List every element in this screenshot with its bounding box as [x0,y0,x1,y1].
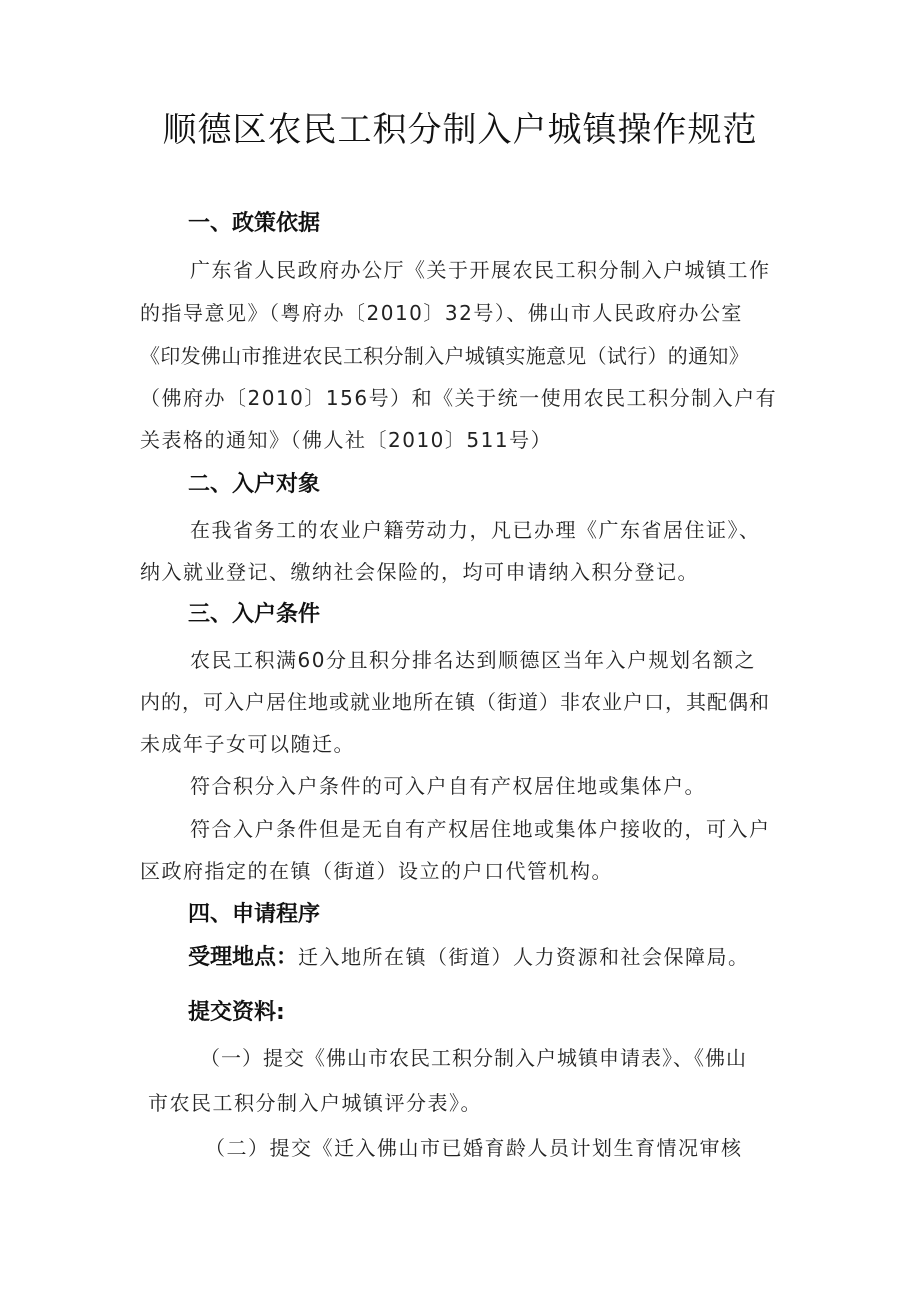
acceptance-location-line [188,942,750,973]
acceptance-location-text: 迁入地所在镇（街道）人力资源和社会保障局。 [298,945,750,969]
acceptance-location-label: 受理地点： [188,945,299,970]
section-heading-application-procedure: 四、申请程序 [188,902,321,927]
section-heading-eligible-persons: 二、入户对象 [188,472,321,497]
body-line: 在我省务工的农业户籍劳动力，凡已办理《广东省居住证》、 [190,518,761,542]
body-line: （二）提交《迁入佛山市已婚育龄人员计划生育情况审核 [205,1136,743,1160]
body-line: 广东省人民政府办公厅《关于开展农民工积分制入户城镇工作 [190,258,771,282]
body-line: 未成年子女可以随迁。 [140,732,355,756]
body-line: 的指导意见》（粤府办〔2010〕32号）、佛山市人民政府办公室 [140,301,743,325]
body-line: （佛府办〔2010〕156号）和《关于统一使用农民工积分制入户有 [140,386,778,410]
body-line: 区政府指定的在镇（街道）设立的户口代管机构。 [140,859,613,883]
section-heading-policy-basis: 一、政策依据 [188,211,321,236]
body-line: 符合入户条件但是无自有产权居住地或集体户接收的，可入户 [190,817,771,841]
body-line: 纳入就业登记、缴纳社会保险的，均可申请纳入积分登记。 [140,560,699,584]
document-title: 顺德区农民工积分制入户城镇操作规范 [162,110,758,150]
body-line: 农民工积满60分且积分排名达到顺德区当年入户规划名额之 [190,648,756,672]
body-line: 《印发佛山市推进农民工积分制入户城镇实施意见（试行）的通知》 [140,344,749,368]
body-line: 关表格的通知》（佛人社〔2010〕511号） [140,428,553,452]
body-line: 市农民工积分制入户城镇评分表》。 [148,1091,482,1115]
body-line: （一）提交《佛山市农民工积分制入户城镇申请表》、《佛山 [200,1046,747,1070]
body-line: 符合积分入户条件的可入户自有产权居住地或集体户。 [190,774,706,798]
body-line: 内的，可入户居住地或就业地所在镇（街道）非农业户口，其配偶和 [140,690,770,714]
section-heading-conditions: 三、入户条件 [188,602,321,627]
materials-label: 提交资料: [188,1000,285,1025]
